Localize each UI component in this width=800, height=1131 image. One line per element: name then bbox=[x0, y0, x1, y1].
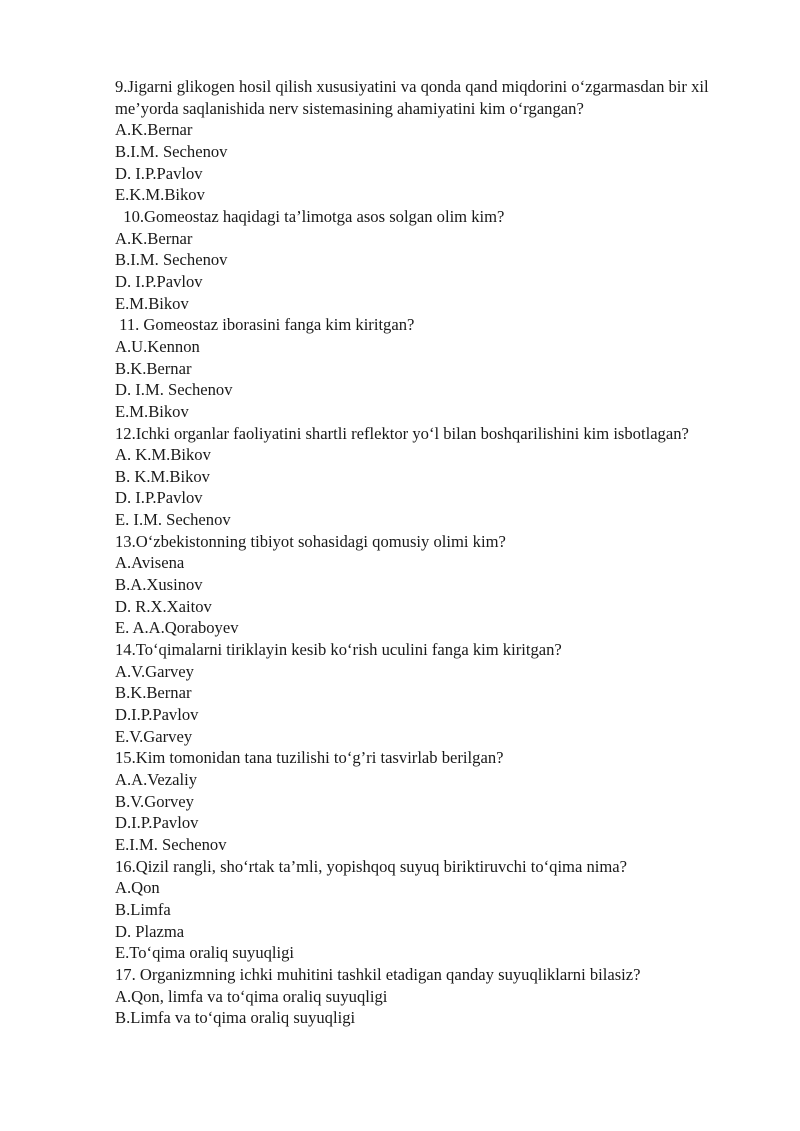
option-a: A.Qon, limfa va to‘qima oraliq suyuqligi bbox=[115, 986, 388, 1006]
question-10 bbox=[115, 206, 755, 314]
option-e: E.To‘qima oraliq suyuqligi bbox=[115, 943, 295, 963]
question-text: 15.Kim tomonidan tana tuzilishi to‘g’ri tasvirlab berilgan? bbox=[115, 748, 504, 768]
option-b: B.A.Xusinov bbox=[115, 575, 203, 595]
option-d: D. Plazma bbox=[115, 921, 185, 941]
option-a: A.K.Bernar bbox=[115, 228, 193, 248]
option-b: B. K.M.Bikov bbox=[115, 466, 210, 486]
option-e: E. I.M. Sechenov bbox=[115, 510, 231, 530]
option-a: A.U.Kennon bbox=[115, 336, 200, 356]
option-d: D.I.P.Pavlov bbox=[115, 705, 199, 725]
option-a: A. K.M.Bikov bbox=[115, 445, 211, 465]
question-text: 16.Qizil rangli, sho‘rtak ta’mli, yopishqoq suyuq biriktiruvchi to‘qima nima? bbox=[115, 856, 628, 876]
option-d: D. R.X.Xaitov bbox=[115, 596, 212, 616]
option-d: D. I.M. Sechenov bbox=[115, 380, 233, 400]
option-d: D. I.P.Pavlov bbox=[115, 163, 203, 183]
question-15 bbox=[115, 747, 755, 855]
option-a: A.V.Garvey bbox=[115, 661, 194, 681]
option-b: B.V.Gorvey bbox=[115, 791, 194, 811]
option-b: B.K.Bernar bbox=[115, 358, 192, 378]
question-11 bbox=[115, 314, 755, 422]
question-13 bbox=[115, 531, 755, 639]
option-a: A.Avisena bbox=[115, 553, 185, 573]
option-e: E.I.M. Sechenov bbox=[115, 834, 227, 854]
question-9 bbox=[115, 76, 755, 206]
option-e: E.M.Bikov bbox=[115, 401, 189, 421]
option-e: E.M.Bikov bbox=[115, 293, 189, 313]
question-text: 9.Jigarni glikogen hosil qilish xususiyatini va qonda qand miqdorini o‘zgarmasdan bir xil me’yorda saqlanishida nerv sistemasining ahamiyatini kim o‘rgangan? bbox=[115, 77, 709, 118]
question-text: 11. Gomeostaz iborasini fanga kim kiritgan? bbox=[115, 315, 415, 335]
question-text: 10.Gomeostaz haqidagi ta’limotga asos solgan olim kim? bbox=[115, 206, 505, 226]
question-text: 14.To‘qimalarni tiriklayin kesib ko‘rish uculini fanga kim kiritgan? bbox=[115, 640, 562, 660]
option-a: A.K.Bernar bbox=[115, 120, 193, 140]
option-b: B.I.M. Sechenov bbox=[115, 141, 228, 161]
option-a: A.A.Vezaliy bbox=[115, 770, 198, 789]
option-b: B.K.Bernar bbox=[115, 683, 192, 703]
document-page bbox=[115, 76, 755, 1029]
question-text: 17. Organizmning ichki muhitini tashkil etadigan qanday suyuqliklarni bilasiz? bbox=[115, 964, 641, 984]
option-e: E.V.Garvey bbox=[115, 726, 193, 746]
option-d: D. I.P.Pavlov bbox=[115, 488, 203, 508]
option-b: B.I.M. Sechenov bbox=[115, 250, 228, 270]
question-14 bbox=[115, 639, 755, 747]
option-e: E.K.M.Bikov bbox=[115, 185, 205, 205]
question-17 bbox=[115, 964, 755, 1029]
question-text: 12.Ichki organlar faoliyatini shartli reflektor yo‘l bilan boshqarilishini kim isbotlagan? bbox=[115, 423, 689, 443]
option-b: B.Limfa va to‘qima oraliq suyuqligi bbox=[115, 1008, 356, 1028]
question-text: 13.O‘zbekistonning tibiyot sohasidagi qomusiy olimi kim? bbox=[115, 531, 506, 551]
option-b: B.Limfa bbox=[115, 899, 171, 919]
option-d: D. I.P.Pavlov bbox=[115, 271, 203, 291]
question-12 bbox=[115, 423, 755, 531]
option-d: D.I.P.Pavlov bbox=[115, 813, 199, 833]
option-a: A.Qon bbox=[115, 878, 160, 898]
option-e: E. A.A.Qoraboyev bbox=[115, 618, 239, 638]
question-16 bbox=[115, 856, 755, 964]
